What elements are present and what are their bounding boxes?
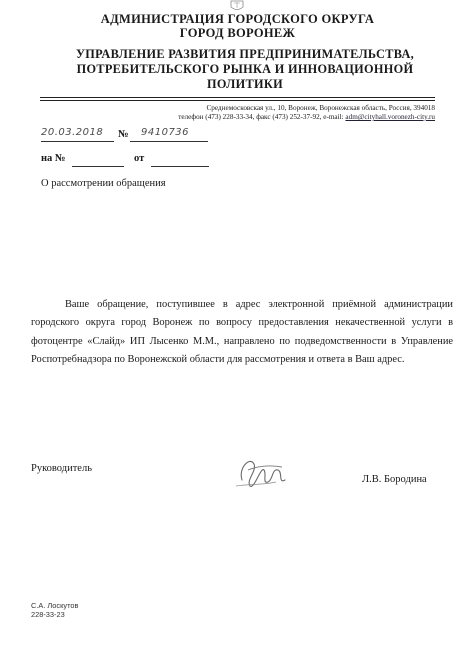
org-name-line2: ГОРОД ВОРОНЕЖ bbox=[179, 26, 296, 40]
contacts-line bbox=[60, 113, 435, 122]
department-line1: УПРАВЛЕНИЕ РАЗВИТИЯ ПРЕДПРИНИМАТЕЛЬСТВА, bbox=[75, 47, 414, 61]
number-label: № bbox=[118, 129, 129, 140]
letter-subject: О рассмотрении обращения bbox=[41, 178, 166, 189]
registration-date: 20.03.2018 bbox=[41, 127, 104, 138]
org-name-line1: АДМИНИСТРАЦИЯ ГОРОДСКОГО ОКРУГА bbox=[100, 12, 375, 26]
signatory-title: Руководитель bbox=[31, 463, 92, 474]
coat-of-arms-icon bbox=[228, 0, 246, 12]
ref-number-underline bbox=[72, 166, 124, 167]
date-underline bbox=[41, 141, 114, 142]
ref-date-underline bbox=[151, 166, 209, 167]
letter-body: Ваше обращение, поступившее в адрес электронной приёмной администрации городского округа город Воронеж по вопросу предоставления некачественной услуги в фотоцентре «Слайд» ИП Лысенко М.М., направлено по подведомственности в Управление Роспотребнадзора по Воронежской области для рассмотрения и ответа в Ваш адрес. bbox=[31, 299, 453, 366]
ref-number-label: на № bbox=[41, 153, 66, 164]
email-link[interactable]: adm@cityhall.voronezh-city.ru bbox=[345, 113, 435, 121]
department-line3: ПОЛИТИКИ bbox=[207, 77, 283, 91]
phone-fax-text: телефон (473) 228-33-34, факс (473) 252-37-92, e-mail: bbox=[178, 113, 344, 121]
header-divider-thin bbox=[40, 100, 435, 101]
number-underline bbox=[130, 141, 208, 142]
registration-number: 9410736 bbox=[141, 127, 190, 138]
department-line2: ПОТРЕБИТЕЛЬСКОГО РЫНКА И ИННОВАЦИОННОЙ bbox=[76, 62, 414, 76]
ref-date-label: от bbox=[134, 153, 145, 164]
executor-name: С.А. Лоскутов bbox=[31, 601, 79, 610]
executor-phone: 228-33-23 bbox=[31, 610, 65, 619]
executor-info bbox=[31, 601, 78, 619]
header-divider bbox=[40, 97, 435, 98]
signatory-name: Л.В. Бородина bbox=[362, 474, 427, 485]
handwritten-signature bbox=[228, 446, 298, 496]
address-line: Среднемосковская ул., 10, Воронеж, Воронежская область, Россия, 394018 bbox=[206, 104, 435, 112]
